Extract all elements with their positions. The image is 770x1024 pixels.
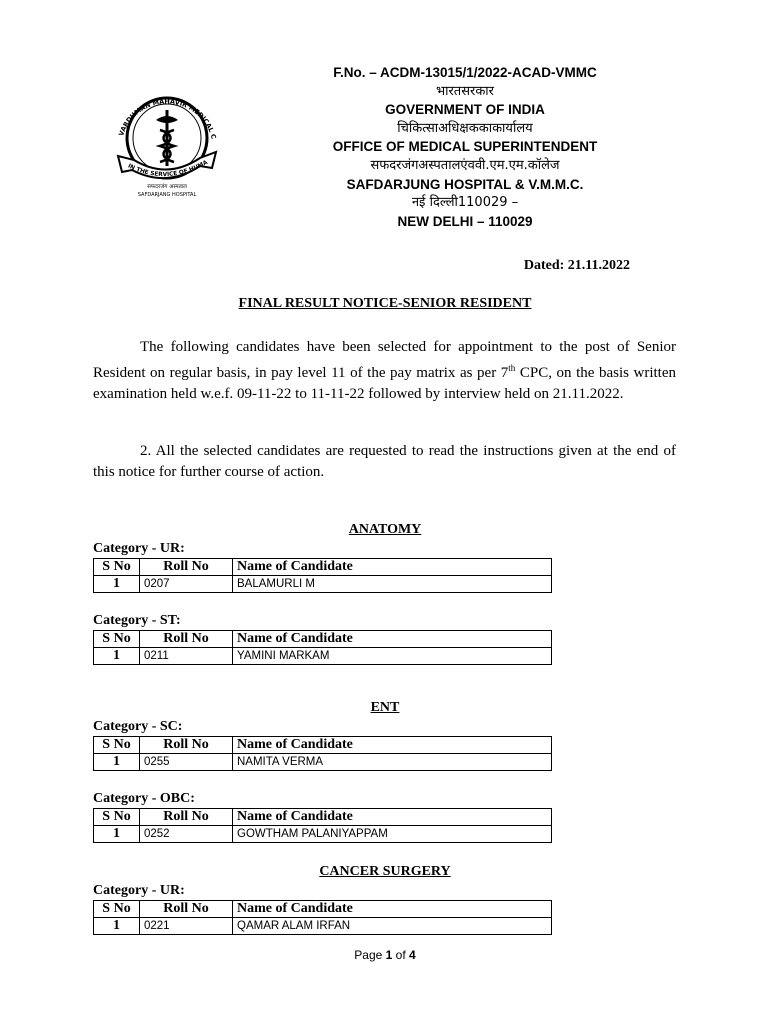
cell-name: GOWTHAM PALANIYAPPAM [233,826,552,843]
cell-sno: 1 [94,754,140,771]
col-sno: S No [94,901,140,918]
city-hindi: नई दिल्ली110029 – [411,195,519,211]
table-row [94,826,552,843]
col-roll: Roll No [140,559,233,576]
page-of-word: of [395,948,406,962]
cell-name: NAMITA VERMA [233,754,552,771]
cell-roll: 0252 [140,826,233,843]
cell-name: YAMINI MARKAM [233,648,552,665]
table-header-row [94,631,552,648]
page-total: 4 [409,948,416,962]
category-label: Category - SC: [93,719,183,734]
table-header-row [94,737,552,754]
result-table [93,558,552,593]
page-word: Page [354,948,383,962]
table-header-row [94,559,552,576]
hospital-hindi: सफदरजंगअस्पतालएंववी.एम.एम.कॉलेज [370,157,560,173]
table-row [94,754,552,771]
col-name: Name of Candidate [233,559,552,576]
table-row [94,648,552,665]
cell-roll: 0255 [140,754,233,771]
intro-paragraph [93,337,676,405]
city-english: NEW DELHI – 110029 [397,213,533,229]
file-number: F.No. – ACDM-13015/1/2022-ACAD-VMMC [333,65,597,80]
college-logo [104,70,230,202]
cell-name: BALAMURLI M [233,576,552,593]
col-name: Name of Candidate [233,631,552,648]
col-name: Name of Candidate [233,809,552,826]
cell-sno: 1 [94,576,140,593]
col-roll: Roll No [140,737,233,754]
cell-roll: 0207 [140,576,233,593]
col-roll: Roll No [140,901,233,918]
result-table [93,630,552,665]
intro-superscript: th [508,363,516,373]
category-label: Category - UR: [93,883,185,898]
cell-sno: 1 [94,648,140,665]
page-footer [0,948,770,962]
col-sno: S No [94,737,140,754]
department-anatomy: ANATOMY [348,522,422,537]
intro-text-part2: CPC, on the basis written examination held w.e.f. 09-11-22 to 11-11-22 followed by interview held on 21.11.2022. [93,365,676,402]
intro-text-part1: The following candidates have been selected for appointment to the post of Senior Resident on regular basis, in pay level 11 of the pay matrix as per 7 [93,339,676,381]
col-sno: S No [94,559,140,576]
letterhead [300,64,630,231]
office-english: OFFICE OF MEDICAL SUPERINTENDENT [332,139,598,155]
category-label: Category - ST: [93,613,181,628]
instruction-paragraph: 2. All the selected candidates are requested to read the instructions given at the end of this notice for further course of action. [93,443,676,480]
table-header-row [94,901,552,918]
cell-name: QAMAR ALAM IRFAN [233,918,552,935]
category-label: Category - OBC: [93,791,195,806]
logo-hindi-text: सफदरजंग अस्पताल [147,184,187,190]
page-current: 1 [385,948,393,962]
col-roll: Roll No [140,809,233,826]
government-hindi: भारतसरकार [435,83,494,99]
table-header-row [94,809,552,826]
logo-motto: IN THE SERVICE OF HUMA [126,159,209,179]
result-table [93,736,552,771]
table-row [94,918,552,935]
col-name: Name of Candidate [233,737,552,754]
cell-roll: 0211 [140,648,233,665]
notice-date: Dated: 21.11.2022 [523,258,630,273]
cell-roll: 0221 [140,918,233,935]
department-cancer-surgery: CANCER SURGERY [319,864,451,879]
col-sno: S No [94,631,140,648]
table-row [94,576,552,593]
col-sno: S No [94,809,140,826]
notice-title: FINAL RESULT NOTICE-SENIOR RESIDENT [238,296,532,311]
office-hindi: चिकित्साअधिक्षककाकार्यालय [397,120,533,136]
result-table [93,900,552,935]
logo-arc-text: VARDHMAN MAHAVIR MEDICAL C [117,97,218,140]
hospital-english: SAFDARJUNG HOSPITAL & V.M.M.C. [346,176,584,192]
cell-sno: 1 [94,918,140,935]
category-label: Category - UR: [93,541,185,556]
department-ent: ENT [370,700,400,715]
government-english: GOVERNMENT OF INDIA [385,102,545,118]
result-table [93,808,552,843]
col-name: Name of Candidate [233,901,552,918]
col-roll: Roll No [140,631,233,648]
logo-english-text: SAFDARJANG HOSPITAL [137,192,197,198]
cell-sno: 1 [94,826,140,843]
